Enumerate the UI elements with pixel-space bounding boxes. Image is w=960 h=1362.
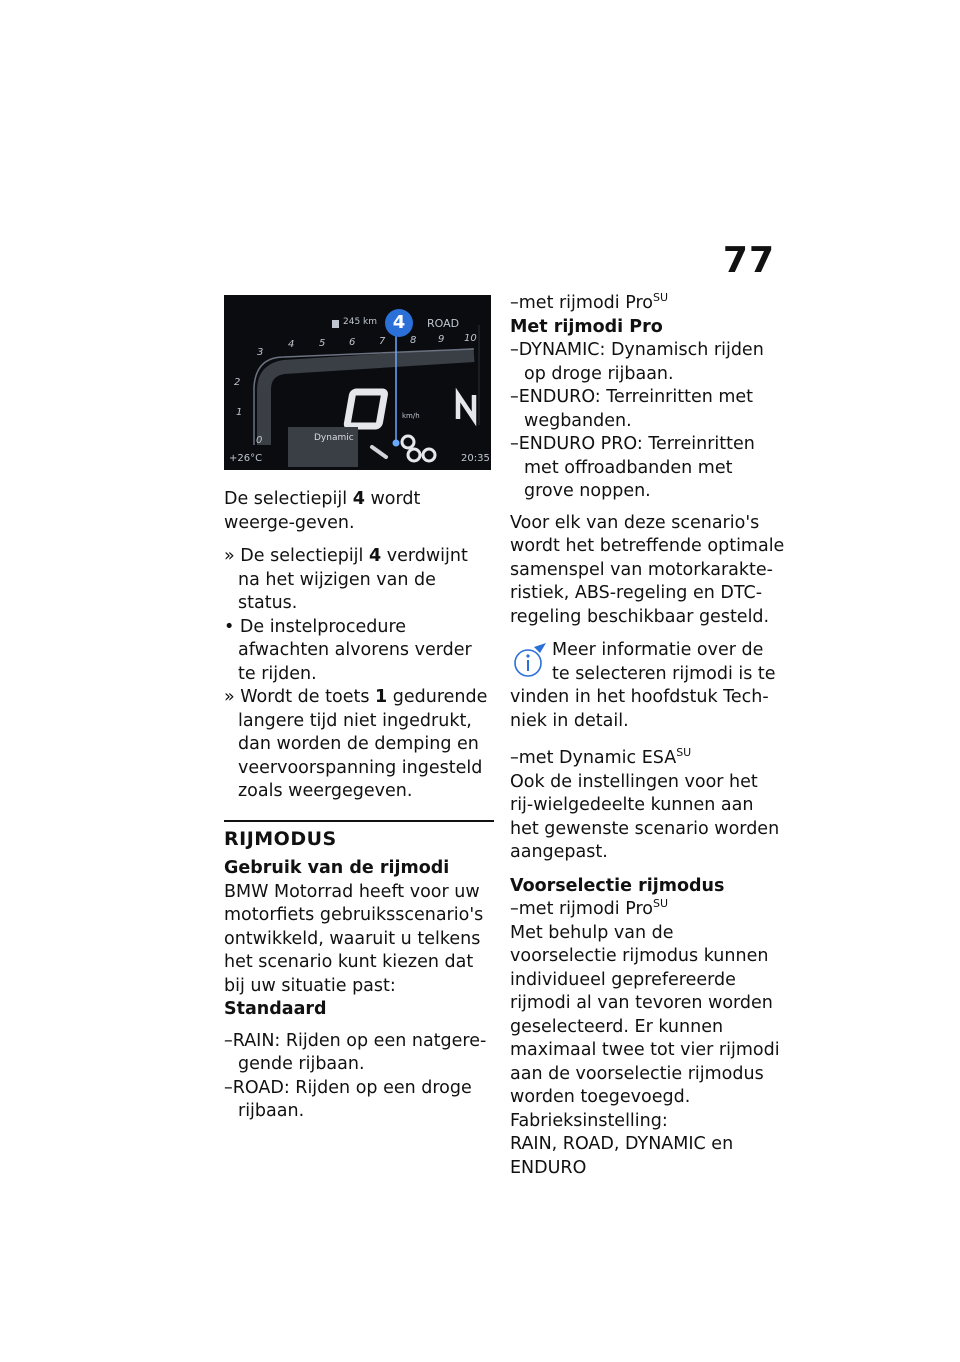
info-note-first: Meer informatie over de te selecteren rijmodi is te bbox=[552, 640, 776, 684]
mode-button-label: Dynamic bbox=[314, 433, 354, 443]
mode-button-dynamic bbox=[288, 427, 358, 467]
intro-paragraph: BMW Motorrad heeft voor uw motorfiets gebruiksscenario's ontwikkeld, waaruit u telkens het scenario kunt kiezen dat bij uw situatie past: bbox=[224, 881, 484, 996]
factory-setting-value: RAIN, ROAD, DYNAMIC en ENDURO bbox=[510, 1134, 734, 1178]
rpm-label-3: 3 bbox=[257, 347, 264, 358]
info-note-rest: vinden in het hoofdstuk Tech-niek in detail. bbox=[510, 687, 769, 731]
mode-rain: –RAIN: Rijden op een natgere-gende rijbaan. bbox=[224, 1030, 487, 1074]
voorselectie-paragraph: Met behulp van de voorselectie rijmodus kunnen individueel geprefereerde rijmodi al van tevoren worden geselecteerd. Er kunnen maximaal twee tot vier rijmodi aan de voorselectie rijmodus worden toegevoegd. bbox=[510, 922, 780, 1107]
rpm-label-2: 2 bbox=[234, 377, 241, 388]
mode-road: –ROAD: Rijden op een droge rijbaan. bbox=[224, 1077, 472, 1121]
rpm-label-4: 4 bbox=[288, 339, 295, 350]
rpm-label-1: 1 bbox=[236, 407, 243, 418]
rpm-label-7: 7 bbox=[379, 336, 386, 347]
dashboard-display bbox=[224, 295, 491, 470]
rpm-label-5: 5 bbox=[319, 338, 326, 349]
result-item-1: » De selectiepijl 4 verdwijnt na het wijzigen van de status. bbox=[224, 546, 468, 613]
mode-enduro-pro: –ENDURO PRO: Terreinritten met offroadbanden met grove noppen. bbox=[510, 434, 755, 501]
rpm-label-8: 8 bbox=[410, 335, 417, 346]
rpm-label-10: 10 bbox=[464, 333, 477, 344]
voorselectie-heading: Voorselectie rijmodus bbox=[510, 875, 725, 896]
result-item-3: » Wordt de toets 1 gedurende langere tijd niet ingedrukt, dan worden de demping en veervoorspanning ingesteld zoals weergegeven. bbox=[224, 687, 488, 801]
rpm-label-9: 9 bbox=[438, 334, 445, 345]
section-title: RIJMODUS bbox=[224, 820, 494, 852]
esa-option-line: –met Dynamic $ESA^{SU}$ bbox=[510, 746, 692, 768]
mode-readout: ROAD bbox=[427, 317, 460, 330]
selection-arrow-badge: 4 bbox=[385, 309, 413, 337]
right-column bbox=[510, 292, 785, 1180]
mode-dynamic: –DYNAMIC: Dynamisch rijden op droge rijbaan. bbox=[510, 340, 764, 384]
left-column bbox=[224, 488, 494, 1124]
subheading: Gebruik van de rijmodi bbox=[224, 858, 450, 878]
pro-option-line-2: –met rijmodi Pro$^{SU}$ bbox=[510, 897, 669, 919]
pro-option-line: –met rijmodi Pro$^{SU}$ bbox=[510, 291, 669, 313]
time-readout: 20:35 bbox=[461, 453, 490, 464]
info-icon bbox=[510, 641, 548, 679]
info-note bbox=[510, 639, 785, 733]
rpm-label-6: 6 bbox=[349, 337, 356, 348]
action-item-2: • De instelprocedure afwachten alvorens verder te rijden. bbox=[224, 616, 472, 684]
factory-setting-label: Fabrieksinstelling: bbox=[510, 1110, 668, 1131]
scenario-paragraph: Voor elk van deze scenario's wordt het betreffende optimale samenspel van motorkarakte-ristiek, ABS-regeling en DTC-regeling beschikbaar gesteld. bbox=[510, 512, 785, 627]
esa-paragraph: Ook de instellingen voor het rij-wielgedeelte kunnen aan het gewenste scenario worden aangepast. bbox=[510, 771, 780, 862]
speed-unit: km/h bbox=[402, 412, 420, 420]
pro-heading: Met rijmodi Pro bbox=[510, 316, 663, 337]
dashboard-caption: De selectiepijl 4 wordt weerge-geven. bbox=[224, 489, 421, 533]
standaard-heading: Standaard bbox=[224, 999, 327, 1019]
temperature-readout: +26°C bbox=[229, 453, 263, 464]
mode-enduro: –ENDURO: Terreinritten met wegbanden. bbox=[510, 387, 754, 431]
rpm-label-0: 0 bbox=[256, 435, 263, 446]
page-number: 77 bbox=[722, 240, 775, 281]
range-readout: 245 km bbox=[343, 317, 378, 327]
